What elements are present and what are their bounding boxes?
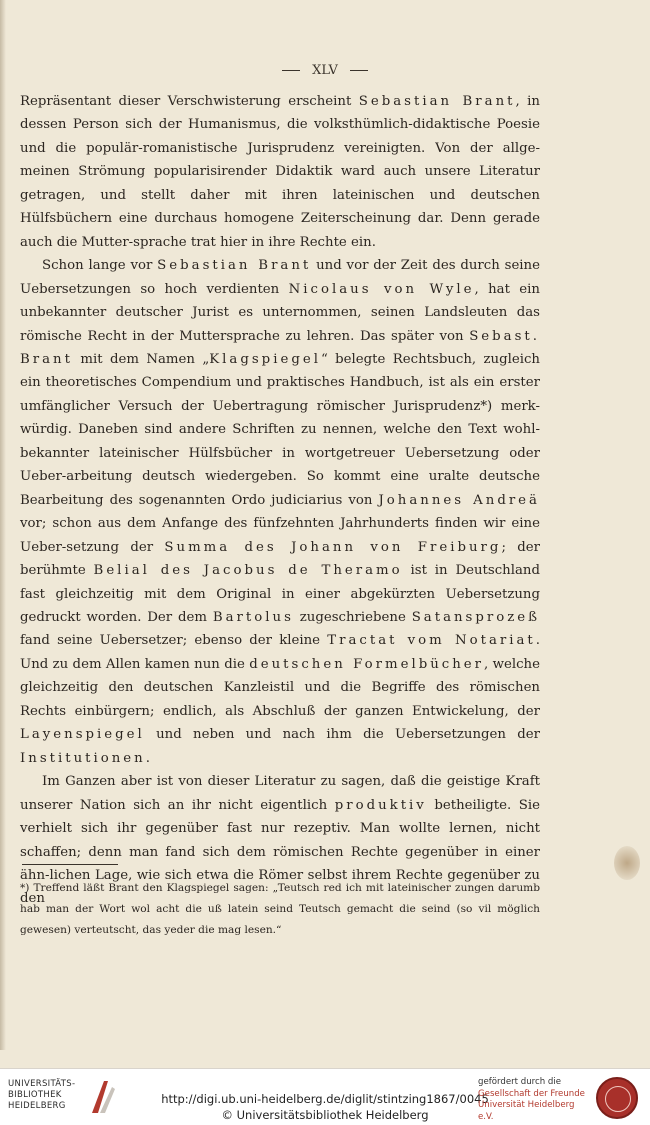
header-dash-left (282, 70, 300, 71)
footnote-mark: *) (20, 882, 30, 894)
text-run: betheiligte. Sie verhielt sich ihr gegenüber fast nur rezeptiv. Man wollte lernen, nicht schaffen; denn man fand sich dem römischen Rechte gegenüber in einer ähn-lichen Lage, wie sich etwa die Römer selbst ihrem Rechte gegenüber zu den (20, 797, 540, 907)
page-number: XLV (312, 62, 338, 78)
footnote-rule (22, 864, 118, 865)
text-run: zugeschriebene (293, 609, 412, 625)
spaced-name: Belial des Jacobus de Theramo (93, 563, 403, 579)
spaced-name: Johannes Andreä (378, 492, 540, 508)
footnote-text: Treffend läßt Brant den Klagspiegel sagen: „Teutsch red ich mit lateinischer zungen darumb hab man der Wort wol acht die uß latein seind Teutsch gemacht die seind (so vil möglich gewesen) verteutscht, das yeder die mag lesen.“ (20, 882, 540, 936)
sponsor-name-line-1: Gesellschaft der Freunde (478, 1088, 585, 1099)
spaced-name: deutschen Formelbücher (249, 656, 485, 672)
body-text (20, 90, 540, 911)
text-run: , welche gleichzeitig den deutschen Kanzleistil und die Begriffe des römischen Rechts einbürgern; endlich, als Abschluß der ganzen Entwickelung, der (20, 656, 540, 719)
text-run: und neben und nach ihm die Uebersetzungen der (144, 727, 540, 743)
spaced-name: Nicolaus von Wyle (288, 281, 475, 297)
spaced-name: produktiv (334, 797, 427, 813)
spaced-name: Layenspiegel (20, 727, 145, 743)
spaced-name: Sebastian Brant (157, 258, 312, 274)
text-run: , in dessen Person sich der Humanismus, die volksthümlich-didaktische Poesie und die populär-romanistische Jurisprudenz vereinigten. Von der allge-meinen Strömung popularisirender Didaktik ward auch unsere Literatur getragen, und stellt daher mit ihren lateinischen und deutschen Hülfsbüchern eine durchaus homogene Zeiterscheinung dar. Denn gerade auch die Mutter-sprache trat hier in ihre Rechte ein. (20, 94, 540, 250)
text-run: vor; schon aus dem Anfange des fünfzehnten Jahrhunderts finden wir eine Ueber-setzung der (20, 516, 540, 555)
sponsor-name-line-2: Universität Heidelberg e.V. (478, 1100, 575, 1122)
text-run: ; der berühmte (20, 539, 540, 579)
paragraph-2 (20, 254, 540, 770)
text-run: Im Ganzen aber ist von dieser Literatur zu sagen, daß die geistige Kraft unserer Nation sich an ihr nicht eigentlich (20, 774, 540, 813)
spaced-name: Tractat vom Notariat (327, 633, 536, 649)
spaced-name: Sebastian Brant (358, 94, 516, 109)
permalink-url[interactable]: http://digi.ub.uni-heidelberg.de/diglit/stintzing1867/0045 (161, 1092, 489, 1106)
footnote (20, 878, 540, 941)
text-run: , hat ein unbekannter deutscher Jurist es unternommen, seinen Landsleuten das römische Recht in der Muttersprache zu lehren. Das später von (20, 281, 540, 344)
text-run: Repräsentant dieser Verschwisterung erscheint (20, 94, 359, 109)
spaced-name: Summa des Johann von Freiburg (164, 539, 502, 555)
text-run: und vor der Zeit des durch seine Uebersetzungen so hoch verdienten (20, 258, 540, 297)
library-name-line-3: HEIDELBERG (8, 1101, 66, 1111)
paper-stain (614, 846, 640, 880)
text-run: Schon lange vor (42, 258, 158, 274)
text-run: “ belegte Rechtsbuch, zugleich ein theoretisches Compendium und praktisches Handbuch, ist als ein erster umfänglicher Versuch der Uebertragung römischer Jurisprudenz*) merk-würdig. Daneben sind andere Schriften zu nennen, welche den Text wohl-bekannter lateinischer Hülfsbücher in wortgetreuer Uebersetzung oder Ueber-arbeitung deutsch wiedergeben. So kommt eine uralte deutsche Bearbeitung des sogenannten Ordo judiciarius von (20, 351, 540, 508)
text-run: mit dem Namen „ (72, 351, 210, 367)
sponsor-block[interactable] (478, 1077, 590, 1123)
copyright-text: © Universitätsbibliothek Heidelberg (221, 1108, 429, 1122)
spaced-name: Institutionen (20, 750, 146, 766)
paragraph-1 (20, 90, 540, 254)
spaced-name: Klagspiegel (209, 351, 321, 367)
spaced-name: Sebast. Brant (20, 328, 540, 367)
sponsor-intro: gefördert durch die (478, 1077, 562, 1087)
footer-bar (0, 1068, 650, 1125)
text-run: fand seine Uebersetzer; ebenso der kleine (20, 633, 328, 649)
university-seal-icon (596, 1077, 638, 1119)
text-run: ist in Deutschland fast gleichzeitig mit dem Original in einer abgekürzten Uebersetzung gedruckt worden. Der dem (20, 563, 540, 625)
library-name-line-2: BIBLIOTHEK (8, 1090, 62, 1100)
text-run: . (145, 750, 150, 766)
page-edge-shadow (0, 0, 6, 1050)
text-run: . Und zu dem Allen kamen nun die (20, 633, 540, 672)
header-dash-right (350, 70, 368, 71)
library-name-line-1: UNIVERSITÄTS- (8, 1079, 76, 1089)
spaced-name: Satansprozeß (411, 609, 541, 625)
page-header (0, 60, 650, 80)
spaced-name: Bartolus (212, 609, 294, 625)
